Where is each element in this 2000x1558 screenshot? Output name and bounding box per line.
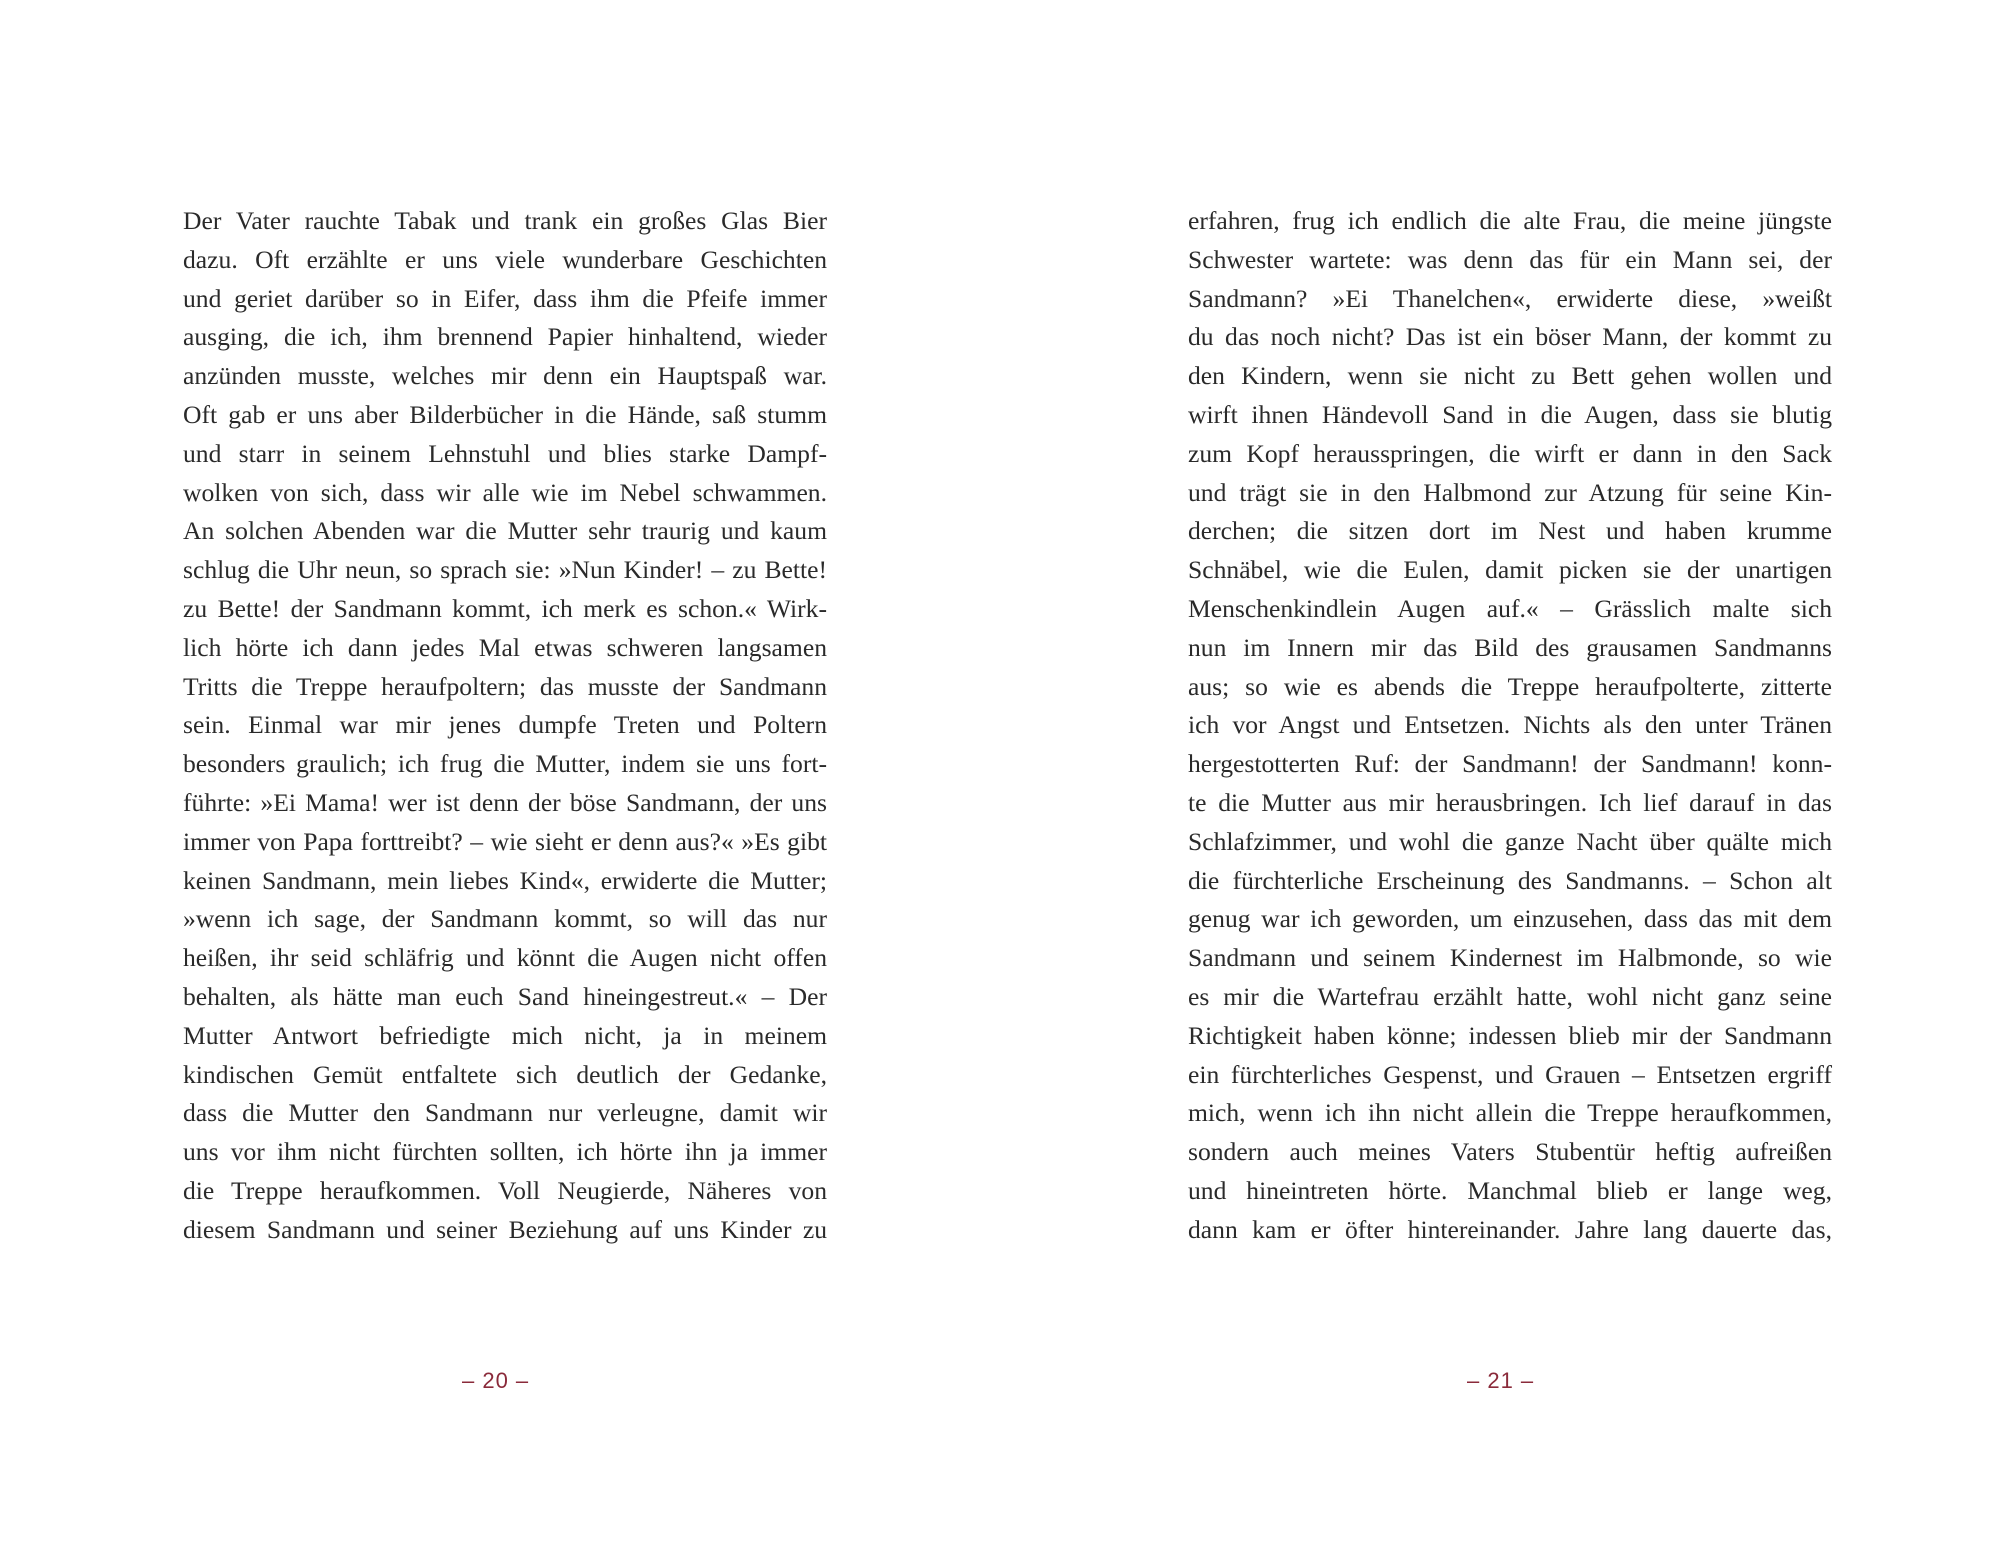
text-line: du das noch nicht? Das ist ein böser Mann, der kommt zu [1188,322,1832,352]
text-line: ich vor Angst und Entsetzen. Nichts als den unter Tränen [1188,710,1832,740]
text-line: kindischen Gemüt entfaltete sich deutlich der Gedanke, [183,1059,827,1089]
text-line: diesem Sandmann und seiner Beziehung auf uns Kinder zu [183,1214,827,1244]
text-line: und geriet darüber so in Eifer, dass ihm die Pfeife immer [183,283,827,313]
text-line: wirft ihnen Händevoll Sand in die Augen, dass sie blutig [1188,399,1832,429]
left-page-number: – 20 – [462,1368,530,1393]
text-line: dann kam er öfter hintereinander. Jahre lang dauerte das, [1188,1214,1832,1244]
text-line: erfahren, frug ich endlich die alte Frau, die meine jüngste [1188,206,1832,235]
text-line: die Treppe heraufkommen. Voll Neugierde, Näheres von [183,1175,827,1205]
text-line: lich hörte ich dann jedes Mal etwas schweren langsamen [183,632,827,662]
text-line: Sandmann und seinem Kindernest im Halbmonde, so wie [1188,943,1832,973]
text-line: uns vor ihm nicht fürchten sollten, ich hörte ihn ja immer [183,1137,827,1167]
text-line: aus; so wie es abends die Treppe heraufpolterte, zitterte [1188,671,1832,701]
text-line: zum Kopf herausspringen, die wirft er dann in den Sack [1188,438,1832,468]
text-line: derchen; die sitzen dort im Nest und haben krumme [1188,516,1832,546]
text-line: sein. Einmal war mir jenes dumpfe Treten und Poltern [183,710,827,740]
text-line: führte: »Ei Mama! wer ist denn der böse Sandmann, der uns [183,787,827,817]
text-line: keinen Sandmann, mein liebes Kind«, erwiderte die Mutter; [183,865,827,895]
text-line: An solchen Abenden war die Mutter sehr traurig und kaum [183,516,827,546]
text-line: den Kindern, wenn sie nicht zu Bett gehen wollen und [1188,361,1832,391]
text-line: Tritts die Treppe heraufpoltern; das musste der Sandmann [183,671,827,701]
text-line: dazu. Oft erzählte er uns viele wunderbare Geschichten [183,244,827,274]
text-line: behalten, als hätte man euch Sand hineingestreut.« – Der [183,981,827,1011]
text-line: mich, wenn ich ihn nicht allein die Treppe heraufkommen, [1188,1098,1832,1128]
text-line: sondern auch meines Vaters Stubentür heftig aufreißen [1188,1137,1832,1167]
text-line: Mutter Antwort befriedigte mich nicht, ja in meinem [183,1020,827,1050]
text-line: Der Vater rauchte Tabak und trank ein großes Glas Bier [183,206,827,235]
text-line: dass die Mutter den Sandmann nur verleugne, damit wir [183,1098,827,1128]
text-line: heißen, ihr seid schläfrig und könnt die Augen nicht offen [183,943,827,973]
text-line: besonders graulich; ich frug die Mutter, indem sie uns fort- [183,749,827,779]
text-line: Schwester wartete: was denn das für ein Mann sei, der [1188,244,1832,274]
text-line: und hineintreten hörte. Manchmal blieb er lange weg, [1188,1175,1832,1205]
text-line: immer von Papa forttreibt? – wie sieht er denn aus?« »Es gibt [183,826,827,856]
text-line: Richtigkeit haben könne; indessen blieb mir der Sandmann [1188,1020,1832,1050]
text-line: nun im Innern mir das Bild des grausamen Sandmanns [1188,632,1832,662]
text-line: ein fürchterliches Gespenst, und Grauen – Entsetzen ergriff [1188,1059,1832,1089]
text-line: Schlafzimmer, und wohl die ganze Nacht über quälte mich [1188,826,1832,856]
text-line: Menschenkindlein Augen auf.« – Grässlich malte sich [1188,593,1832,623]
text-line: te die Mutter aus mir herausbringen. Ich lief darauf in das [1188,787,1832,817]
text-line: und starr in seinem Lehnstuhl und blies starke Dampf- [183,438,827,468]
text-line: Oft gab er uns aber Bilderbücher in die Hände, saß stumm [183,399,827,429]
text-line: hergestotterten Ruf: der Sandmann! der Sandmann! konn- [1188,749,1832,779]
text-line: Sandmann? »Ei Thanelchen«, erwiderte diese, »weißt [1188,283,1832,313]
text-line: ausging, die ich, ihm brennend Papier hinhaltend, wieder [183,322,827,352]
right-page [1000,0,2000,1558]
left-page-body-text [183,202,827,1250]
text-line: Schnäbel, wie die Eulen, damit picken sie der unartigen [1188,555,1832,585]
text-line: schlug die Uhr neun, so sprach sie: »Nun Kinder! – zu Bette! [183,555,827,585]
text-line: zu Bette! der Sandmann kommt, ich merk es schon.« Wirk- [183,593,827,623]
right-page-body-text [1188,202,1832,1250]
text-line: und trägt sie in den Halbmond zur Atzung für seine Kin- [1188,477,1832,507]
text-line: wolken von sich, dass wir alle wie im Nebel schwammen. [183,477,827,507]
text-line: »wenn ich sage, der Sandmann kommt, so will das nur [183,904,827,934]
text-line: genug war ich geworden, um einzusehen, dass das mit dem [1188,904,1832,934]
text-line: die fürchterliche Erscheinung des Sandmanns. – Schon alt [1188,865,1832,895]
right-page-number: – 21 – [1467,1368,1535,1393]
text-line: es mir die Wartefrau erzählt hatte, wohl nicht ganz seine [1188,981,1832,1011]
text-line: anzünden musste, welches mir denn ein Hauptspaß war. [183,361,827,391]
